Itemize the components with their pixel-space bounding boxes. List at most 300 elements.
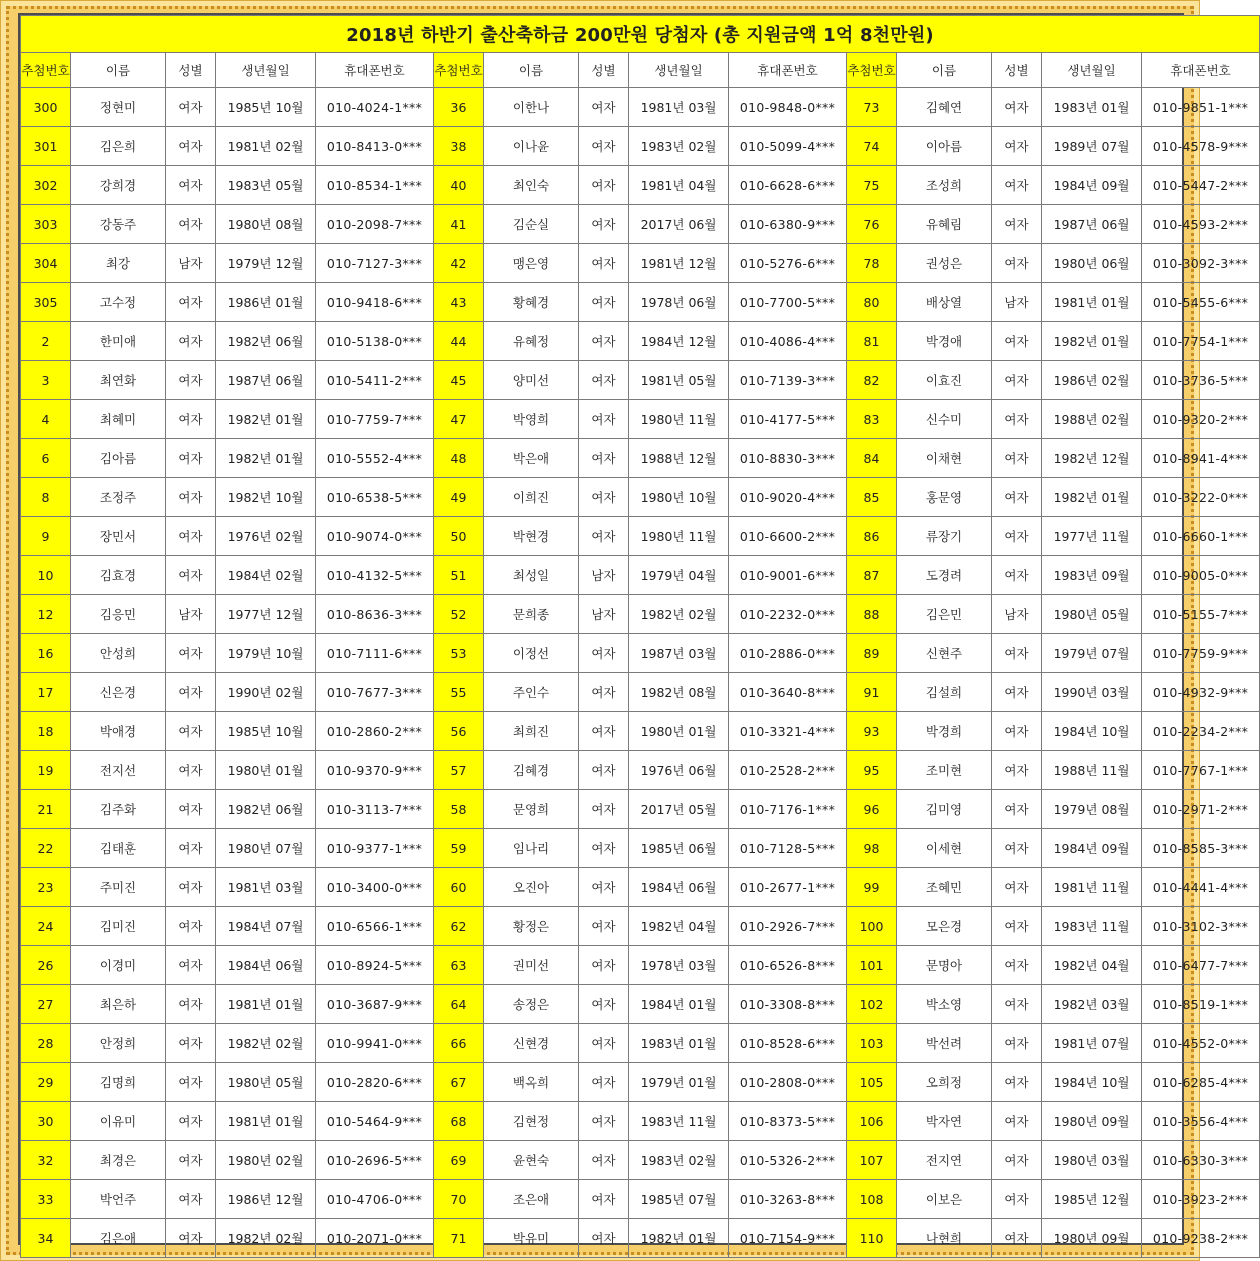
phone-number-cell: 010-6526-8*** xyxy=(729,946,847,985)
phone-number-cell: 010-3102-3*** xyxy=(1142,907,1260,946)
birth-month-cell: 1982년 06월 xyxy=(216,322,316,361)
draw-number-cell: 108 xyxy=(847,1180,897,1219)
phone-number-cell: 010-9238-2*** xyxy=(1142,1219,1260,1258)
phone-number-cell: 010-7127-3*** xyxy=(316,244,434,283)
birth-month-cell: 1979년 04월 xyxy=(629,556,729,595)
table-row xyxy=(21,439,1260,478)
phone-number-cell: 010-2820-6*** xyxy=(316,1063,434,1102)
winner-name-cell: 조미현 xyxy=(897,751,992,790)
winner-name-cell: 박경희 xyxy=(897,712,992,751)
phone-number-cell: 010-7111-6*** xyxy=(316,634,434,673)
phone-number-cell: 010-8413-0*** xyxy=(316,127,434,166)
phone-number-cell: 010-9074-0*** xyxy=(316,517,434,556)
gender-cell: 여자 xyxy=(992,1102,1042,1141)
birth-month-cell: 1988년 02월 xyxy=(1042,400,1142,439)
winner-name-cell: 김순실 xyxy=(484,205,579,244)
draw-number-cell: 64 xyxy=(434,985,484,1024)
draw-number-cell: 30 xyxy=(21,1102,71,1141)
birth-month-cell: 1981년 01월 xyxy=(216,1102,316,1141)
phone-header: 휴대폰번호 xyxy=(1142,53,1260,88)
birth-month-cell: 1987년 06월 xyxy=(216,361,316,400)
draw-number-cell: 40 xyxy=(434,166,484,205)
phone-number-cell: 010-2234-2*** xyxy=(1142,712,1260,751)
phone-number-cell: 010-7176-1*** xyxy=(729,790,847,829)
winner-name-cell: 김은희 xyxy=(71,127,166,166)
winner-name-cell: 권미선 xyxy=(484,946,579,985)
phone-header: 휴대폰번호 xyxy=(316,53,434,88)
phone-number-cell: 010-4441-4*** xyxy=(1142,868,1260,907)
winner-name-cell: 주인수 xyxy=(484,673,579,712)
gender-cell: 여자 xyxy=(166,166,216,205)
gender-cell: 여자 xyxy=(992,517,1042,556)
draw-number-cell: 301 xyxy=(21,127,71,166)
birth-month-cell: 1980년 01월 xyxy=(216,751,316,790)
birth-month-cell: 2017년 05월 xyxy=(629,790,729,829)
table-row xyxy=(21,322,1260,361)
draw-number-cell: 82 xyxy=(847,361,897,400)
table-body xyxy=(21,88,1260,1258)
draw-number-header: 추첨번호 xyxy=(21,53,71,88)
gender-cell: 여자 xyxy=(579,1063,629,1102)
phone-number-cell: 010-3092-3*** xyxy=(1142,244,1260,283)
draw-number-cell: 48 xyxy=(434,439,484,478)
gender-cell: 여자 xyxy=(992,829,1042,868)
draw-number-cell: 70 xyxy=(434,1180,484,1219)
table-row xyxy=(21,1219,1260,1258)
gender-cell: 여자 xyxy=(579,868,629,907)
winner-name-cell: 최혜미 xyxy=(71,400,166,439)
birth-month-cell: 1978년 06월 xyxy=(629,283,729,322)
draw-number-cell: 68 xyxy=(434,1102,484,1141)
winner-name-cell: 최연화 xyxy=(71,361,166,400)
gender-cell: 여자 xyxy=(166,517,216,556)
winner-name-cell: 문희종 xyxy=(484,595,579,634)
gender-cell: 여자 xyxy=(166,946,216,985)
header-row xyxy=(21,53,1260,88)
draw-number-cell: 100 xyxy=(847,907,897,946)
gender-cell: 여자 xyxy=(992,1141,1042,1180)
winner-name-cell: 안성희 xyxy=(71,634,166,673)
winner-name-cell: 최성일 xyxy=(484,556,579,595)
birth-month-cell: 1981년 03월 xyxy=(629,88,729,127)
winner-name-cell: 박영희 xyxy=(484,400,579,439)
birth-month-cell: 1979년 12월 xyxy=(216,244,316,283)
birth-month-cell: 1976년 06월 xyxy=(629,751,729,790)
gender-cell: 여자 xyxy=(992,634,1042,673)
winner-name-cell: 김태훈 xyxy=(71,829,166,868)
draw-number-cell: 106 xyxy=(847,1102,897,1141)
phone-number-cell: 010-4593-2*** xyxy=(1142,205,1260,244)
winner-name-cell: 박자연 xyxy=(897,1102,992,1141)
phone-number-cell: 010-4552-0*** xyxy=(1142,1024,1260,1063)
table-row xyxy=(21,595,1260,634)
phone-number-cell: 010-3640-8*** xyxy=(729,673,847,712)
winner-name-cell: 맹은영 xyxy=(484,244,579,283)
birth-month-cell: 1983년 05월 xyxy=(216,166,316,205)
name-header: 이름 xyxy=(484,53,579,88)
birth-month-cell: 1982년 08월 xyxy=(629,673,729,712)
birth-month-cell: 1988년 12월 xyxy=(629,439,729,478)
winner-name-cell: 박유미 xyxy=(484,1219,579,1258)
gender-cell: 여자 xyxy=(166,712,216,751)
page-title: 2018년 하반기 출산축하금 200만원 당첨자 (총 지원금액 1억 8천만원) xyxy=(21,16,1260,53)
gender-cell: 여자 xyxy=(166,868,216,907)
birth-month-cell: 1981년 11월 xyxy=(1042,868,1142,907)
draw-number-cell: 18 xyxy=(21,712,71,751)
winner-name-cell: 박현경 xyxy=(484,517,579,556)
draw-number-cell: 74 xyxy=(847,127,897,166)
draw-number-cell: 87 xyxy=(847,556,897,595)
gender-cell: 여자 xyxy=(166,556,216,595)
gender-cell: 여자 xyxy=(992,1024,1042,1063)
phone-number-cell: 010-6566-1*** xyxy=(316,907,434,946)
draw-number-cell: 41 xyxy=(434,205,484,244)
birth-month-cell: 1984년 02월 xyxy=(216,556,316,595)
draw-number-cell: 60 xyxy=(434,868,484,907)
gender-cell: 여자 xyxy=(992,1219,1042,1258)
gender-cell: 남자 xyxy=(992,595,1042,634)
draw-number-cell: 73 xyxy=(847,88,897,127)
gender-cell: 여자 xyxy=(992,712,1042,751)
winner-name-cell: 강희경 xyxy=(71,166,166,205)
draw-number-cell: 16 xyxy=(21,634,71,673)
gender-cell: 여자 xyxy=(166,478,216,517)
gender-cell: 여자 xyxy=(166,673,216,712)
draw-number-cell: 78 xyxy=(847,244,897,283)
birth-month-cell: 1980년 09월 xyxy=(1042,1102,1142,1141)
phone-number-cell: 010-7677-3*** xyxy=(316,673,434,712)
birth-month-cell: 1980년 11월 xyxy=(629,517,729,556)
winner-name-cell: 김효경 xyxy=(71,556,166,595)
gender-header: 성별 xyxy=(166,53,216,88)
draw-number-cell: 62 xyxy=(434,907,484,946)
birth-month-cell: 1983년 11월 xyxy=(1042,907,1142,946)
draw-number-cell: 67 xyxy=(434,1063,484,1102)
birth-month-cell: 1982년 01월 xyxy=(1042,478,1142,517)
birth-month-cell: 1984년 01월 xyxy=(629,985,729,1024)
winners-document xyxy=(18,13,1249,1246)
phone-number-cell: 010-9005-0*** xyxy=(1142,556,1260,595)
table-row xyxy=(21,907,1260,946)
phone-number-cell: 010-9851-1*** xyxy=(1142,88,1260,127)
draw-number-cell: 52 xyxy=(434,595,484,634)
phone-number-cell: 010-4932-9*** xyxy=(1142,673,1260,712)
gender-cell: 여자 xyxy=(992,907,1042,946)
phone-number-cell: 010-8528-6*** xyxy=(729,1024,847,1063)
draw-number-cell: 91 xyxy=(847,673,897,712)
winner-name-cell: 안정희 xyxy=(71,1024,166,1063)
winner-name-cell: 강동주 xyxy=(71,205,166,244)
table-row xyxy=(21,829,1260,868)
birth-month-cell: 1990년 03월 xyxy=(1042,673,1142,712)
birth-month-cell: 1982년 06월 xyxy=(216,790,316,829)
phone-number-cell: 010-3400-0*** xyxy=(316,868,434,907)
phone-number-cell: 010-7759-7*** xyxy=(316,400,434,439)
gender-cell: 여자 xyxy=(166,322,216,361)
birth-month-header: 생년월일 xyxy=(629,53,729,88)
draw-number-cell: 98 xyxy=(847,829,897,868)
birth-month-cell: 1985년 07월 xyxy=(629,1180,729,1219)
name-header: 이름 xyxy=(71,53,166,88)
gender-cell: 여자 xyxy=(579,478,629,517)
gender-cell: 여자 xyxy=(166,985,216,1024)
winner-name-cell: 조정주 xyxy=(71,478,166,517)
phone-number-cell: 010-3923-2*** xyxy=(1142,1180,1260,1219)
birth-month-cell: 1983년 01월 xyxy=(1042,88,1142,127)
phone-number-cell: 010-9941-0*** xyxy=(316,1024,434,1063)
winner-name-cell: 김주화 xyxy=(71,790,166,829)
birth-month-cell: 1981년 07월 xyxy=(1042,1024,1142,1063)
gender-cell: 여자 xyxy=(579,1024,629,1063)
draw-number-cell: 19 xyxy=(21,751,71,790)
birth-month-cell: 1984년 06월 xyxy=(629,868,729,907)
birth-month-header: 생년월일 xyxy=(1042,53,1142,88)
birth-month-cell: 1979년 07월 xyxy=(1042,634,1142,673)
gender-cell: 여자 xyxy=(166,1024,216,1063)
gender-cell: 여자 xyxy=(992,673,1042,712)
gender-cell: 여자 xyxy=(992,556,1042,595)
winner-name-cell: 김은애 xyxy=(71,1219,166,1258)
gender-cell: 여자 xyxy=(579,400,629,439)
draw-number-cell: 84 xyxy=(847,439,897,478)
phone-number-cell: 010-2098-7*** xyxy=(316,205,434,244)
birth-month-cell: 1982년 12월 xyxy=(1042,439,1142,478)
birth-month-cell: 1980년 09월 xyxy=(1042,1219,1142,1258)
winner-name-cell: 도경려 xyxy=(897,556,992,595)
draw-number-cell: 63 xyxy=(434,946,484,985)
gender-cell: 여자 xyxy=(166,1180,216,1219)
winner-name-cell: 이희진 xyxy=(484,478,579,517)
birth-month-cell: 1987년 06월 xyxy=(1042,205,1142,244)
draw-number-cell: 42 xyxy=(434,244,484,283)
winner-name-cell: 이보은 xyxy=(897,1180,992,1219)
phone-number-cell: 010-8534-1*** xyxy=(316,166,434,205)
phone-number-cell: 010-5447-2*** xyxy=(1142,166,1260,205)
winner-name-cell: 이세현 xyxy=(897,829,992,868)
birth-month-cell: 1981년 04월 xyxy=(629,166,729,205)
birth-month-cell: 1980년 07월 xyxy=(216,829,316,868)
phone-number-cell: 010-8924-5*** xyxy=(316,946,434,985)
table-row xyxy=(21,985,1260,1024)
birth-month-cell: 1981년 01월 xyxy=(216,985,316,1024)
phone-number-cell: 010-6538-5*** xyxy=(316,478,434,517)
phone-number-cell: 010-6660-1*** xyxy=(1142,517,1260,556)
draw-number-cell: 8 xyxy=(21,478,71,517)
winner-name-cell: 유혜정 xyxy=(484,322,579,361)
table-row xyxy=(21,1141,1260,1180)
draw-number-cell: 51 xyxy=(434,556,484,595)
winner-name-cell: 김명희 xyxy=(71,1063,166,1102)
gender-cell: 여자 xyxy=(992,1063,1042,1102)
birth-month-cell: 1989년 07월 xyxy=(1042,127,1142,166)
phone-number-cell: 010-8941-4*** xyxy=(1142,439,1260,478)
draw-number-cell: 85 xyxy=(847,478,897,517)
draw-number-cell: 102 xyxy=(847,985,897,1024)
phone-number-cell: 010-8636-3*** xyxy=(316,595,434,634)
phone-number-cell: 010-7154-9*** xyxy=(729,1219,847,1258)
table-row xyxy=(21,205,1260,244)
draw-number-cell: 33 xyxy=(21,1180,71,1219)
draw-number-cell: 38 xyxy=(434,127,484,166)
gender-cell: 여자 xyxy=(579,361,629,400)
winner-name-cell: 신현주 xyxy=(897,634,992,673)
phone-number-cell: 010-7700-5*** xyxy=(729,283,847,322)
winner-name-cell: 박소영 xyxy=(897,985,992,1024)
phone-number-cell: 010-6600-2*** xyxy=(729,517,847,556)
winner-name-cell: 모은경 xyxy=(897,907,992,946)
birth-month-cell: 1982년 02월 xyxy=(629,595,729,634)
phone-number-cell: 010-3736-5*** xyxy=(1142,361,1260,400)
gender-cell: 여자 xyxy=(992,478,1042,517)
birth-month-cell: 1984년 10월 xyxy=(1042,712,1142,751)
table-row xyxy=(21,1063,1260,1102)
phone-number-cell: 010-4132-5*** xyxy=(316,556,434,595)
phone-number-cell: 010-5276-6*** xyxy=(729,244,847,283)
table-row xyxy=(21,868,1260,907)
winner-name-cell: 이한나 xyxy=(484,88,579,127)
birth-month-cell: 1982년 01월 xyxy=(216,439,316,478)
winner-name-cell: 이유미 xyxy=(71,1102,166,1141)
winner-name-cell: 김현정 xyxy=(484,1102,579,1141)
table-row xyxy=(21,400,1260,439)
phone-number-cell: 010-6285-4*** xyxy=(1142,1063,1260,1102)
table-row xyxy=(21,478,1260,517)
birth-month-cell: 1985년 10월 xyxy=(216,88,316,127)
gender-header: 성별 xyxy=(579,53,629,88)
birth-month-cell: 1982년 01월 xyxy=(216,400,316,439)
draw-number-cell: 6 xyxy=(21,439,71,478)
winner-name-cell: 주미진 xyxy=(71,868,166,907)
draw-number-cell: 89 xyxy=(847,634,897,673)
winner-name-cell: 나현희 xyxy=(897,1219,992,1258)
gender-cell: 남자 xyxy=(166,244,216,283)
birth-month-cell: 1987년 03월 xyxy=(629,634,729,673)
gender-cell: 여자 xyxy=(166,1102,216,1141)
gender-cell: 여자 xyxy=(579,166,629,205)
winner-name-cell: 이효진 xyxy=(897,361,992,400)
draw-number-cell: 86 xyxy=(847,517,897,556)
winner-name-cell: 신현경 xyxy=(484,1024,579,1063)
draw-number-cell: 101 xyxy=(847,946,897,985)
birth-month-cell: 1981년 12월 xyxy=(629,244,729,283)
table-row xyxy=(21,946,1260,985)
winner-name-cell: 박은애 xyxy=(484,439,579,478)
phone-number-cell: 010-9001-6*** xyxy=(729,556,847,595)
draw-number-cell: 10 xyxy=(21,556,71,595)
draw-number-cell: 80 xyxy=(847,283,897,322)
birth-month-cell: 1985년 12월 xyxy=(1042,1180,1142,1219)
gender-cell: 여자 xyxy=(579,322,629,361)
gender-cell: 여자 xyxy=(579,1141,629,1180)
winner-name-cell: 배상열 xyxy=(897,283,992,322)
phone-number-cell: 010-2860-2*** xyxy=(316,712,434,751)
draw-number-header: 추첨번호 xyxy=(434,53,484,88)
gender-cell: 여자 xyxy=(166,907,216,946)
draw-number-cell: 50 xyxy=(434,517,484,556)
birth-month-cell: 1980년 01월 xyxy=(629,712,729,751)
winner-name-cell: 김미진 xyxy=(71,907,166,946)
winner-name-cell: 백옥희 xyxy=(484,1063,579,1102)
gender-cell: 여자 xyxy=(992,946,1042,985)
birth-month-cell: 1982년 02월 xyxy=(216,1024,316,1063)
gender-cell: 여자 xyxy=(579,1180,629,1219)
draw-number-cell: 107 xyxy=(847,1141,897,1180)
winner-name-cell: 문명아 xyxy=(897,946,992,985)
draw-number-cell: 69 xyxy=(434,1141,484,1180)
gender-cell: 여자 xyxy=(579,439,629,478)
winner-name-cell: 최인숙 xyxy=(484,166,579,205)
draw-number-cell: 12 xyxy=(21,595,71,634)
phone-number-cell: 010-9848-0*** xyxy=(729,88,847,127)
phone-number-cell: 010-5155-7*** xyxy=(1142,595,1260,634)
gender-cell: 여자 xyxy=(166,127,216,166)
phone-number-cell: 010-7767-1*** xyxy=(1142,751,1260,790)
phone-number-cell: 010-5326-2*** xyxy=(729,1141,847,1180)
draw-number-cell: 57 xyxy=(434,751,484,790)
gender-cell: 여자 xyxy=(166,829,216,868)
birth-month-cell: 1980년 08월 xyxy=(216,205,316,244)
winner-name-cell: 박언주 xyxy=(71,1180,166,1219)
draw-number-cell: 45 xyxy=(434,361,484,400)
gender-cell: 여자 xyxy=(992,985,1042,1024)
winner-name-cell: 김은민 xyxy=(897,595,992,634)
birth-month-cell: 1984년 09월 xyxy=(1042,166,1142,205)
gender-cell: 여자 xyxy=(992,205,1042,244)
gender-cell: 여자 xyxy=(992,322,1042,361)
gender-cell: 여자 xyxy=(166,751,216,790)
phone-number-cell: 010-4706-0*** xyxy=(316,1180,434,1219)
draw-number-cell: 305 xyxy=(21,283,71,322)
gender-cell: 여자 xyxy=(166,1141,216,1180)
table-row xyxy=(21,283,1260,322)
phone-number-cell: 010-7139-3*** xyxy=(729,361,847,400)
winner-name-cell: 김미영 xyxy=(897,790,992,829)
birth-month-cell: 1982년 04월 xyxy=(1042,946,1142,985)
winner-name-cell: 황혜경 xyxy=(484,283,579,322)
gender-cell: 여자 xyxy=(579,946,629,985)
winner-name-cell: 송정은 xyxy=(484,985,579,1024)
draw-number-cell: 71 xyxy=(434,1219,484,1258)
draw-number-cell: 302 xyxy=(21,166,71,205)
birth-month-cell: 1980년 02월 xyxy=(216,1141,316,1180)
winner-name-cell: 최은하 xyxy=(71,985,166,1024)
winner-name-cell: 홍문영 xyxy=(897,478,992,517)
birth-month-cell: 1980년 10월 xyxy=(629,478,729,517)
winner-name-cell: 오희정 xyxy=(897,1063,992,1102)
winner-name-cell: 문영희 xyxy=(484,790,579,829)
gender-cell: 여자 xyxy=(992,166,1042,205)
birth-month-cell: 1981년 02월 xyxy=(216,127,316,166)
table-row xyxy=(21,712,1260,751)
winner-name-cell: 김응민 xyxy=(71,595,166,634)
draw-number-cell: 27 xyxy=(21,985,71,1024)
draw-number-cell: 58 xyxy=(434,790,484,829)
gender-cell: 여자 xyxy=(166,88,216,127)
gender-cell: 여자 xyxy=(579,88,629,127)
draw-number-cell: 47 xyxy=(434,400,484,439)
gender-cell: 여자 xyxy=(992,751,1042,790)
gender-cell: 여자 xyxy=(166,400,216,439)
gender-cell: 여자 xyxy=(992,361,1042,400)
gender-cell: 여자 xyxy=(992,439,1042,478)
phone-number-cell: 010-5099-4*** xyxy=(729,127,847,166)
gender-cell: 여자 xyxy=(992,88,1042,127)
birth-month-cell: 1983년 11월 xyxy=(629,1102,729,1141)
gender-cell: 여자 xyxy=(579,790,629,829)
draw-number-cell: 95 xyxy=(847,751,897,790)
birth-month-cell: 1985년 06월 xyxy=(629,829,729,868)
phone-number-cell: 010-6330-3*** xyxy=(1142,1141,1260,1180)
